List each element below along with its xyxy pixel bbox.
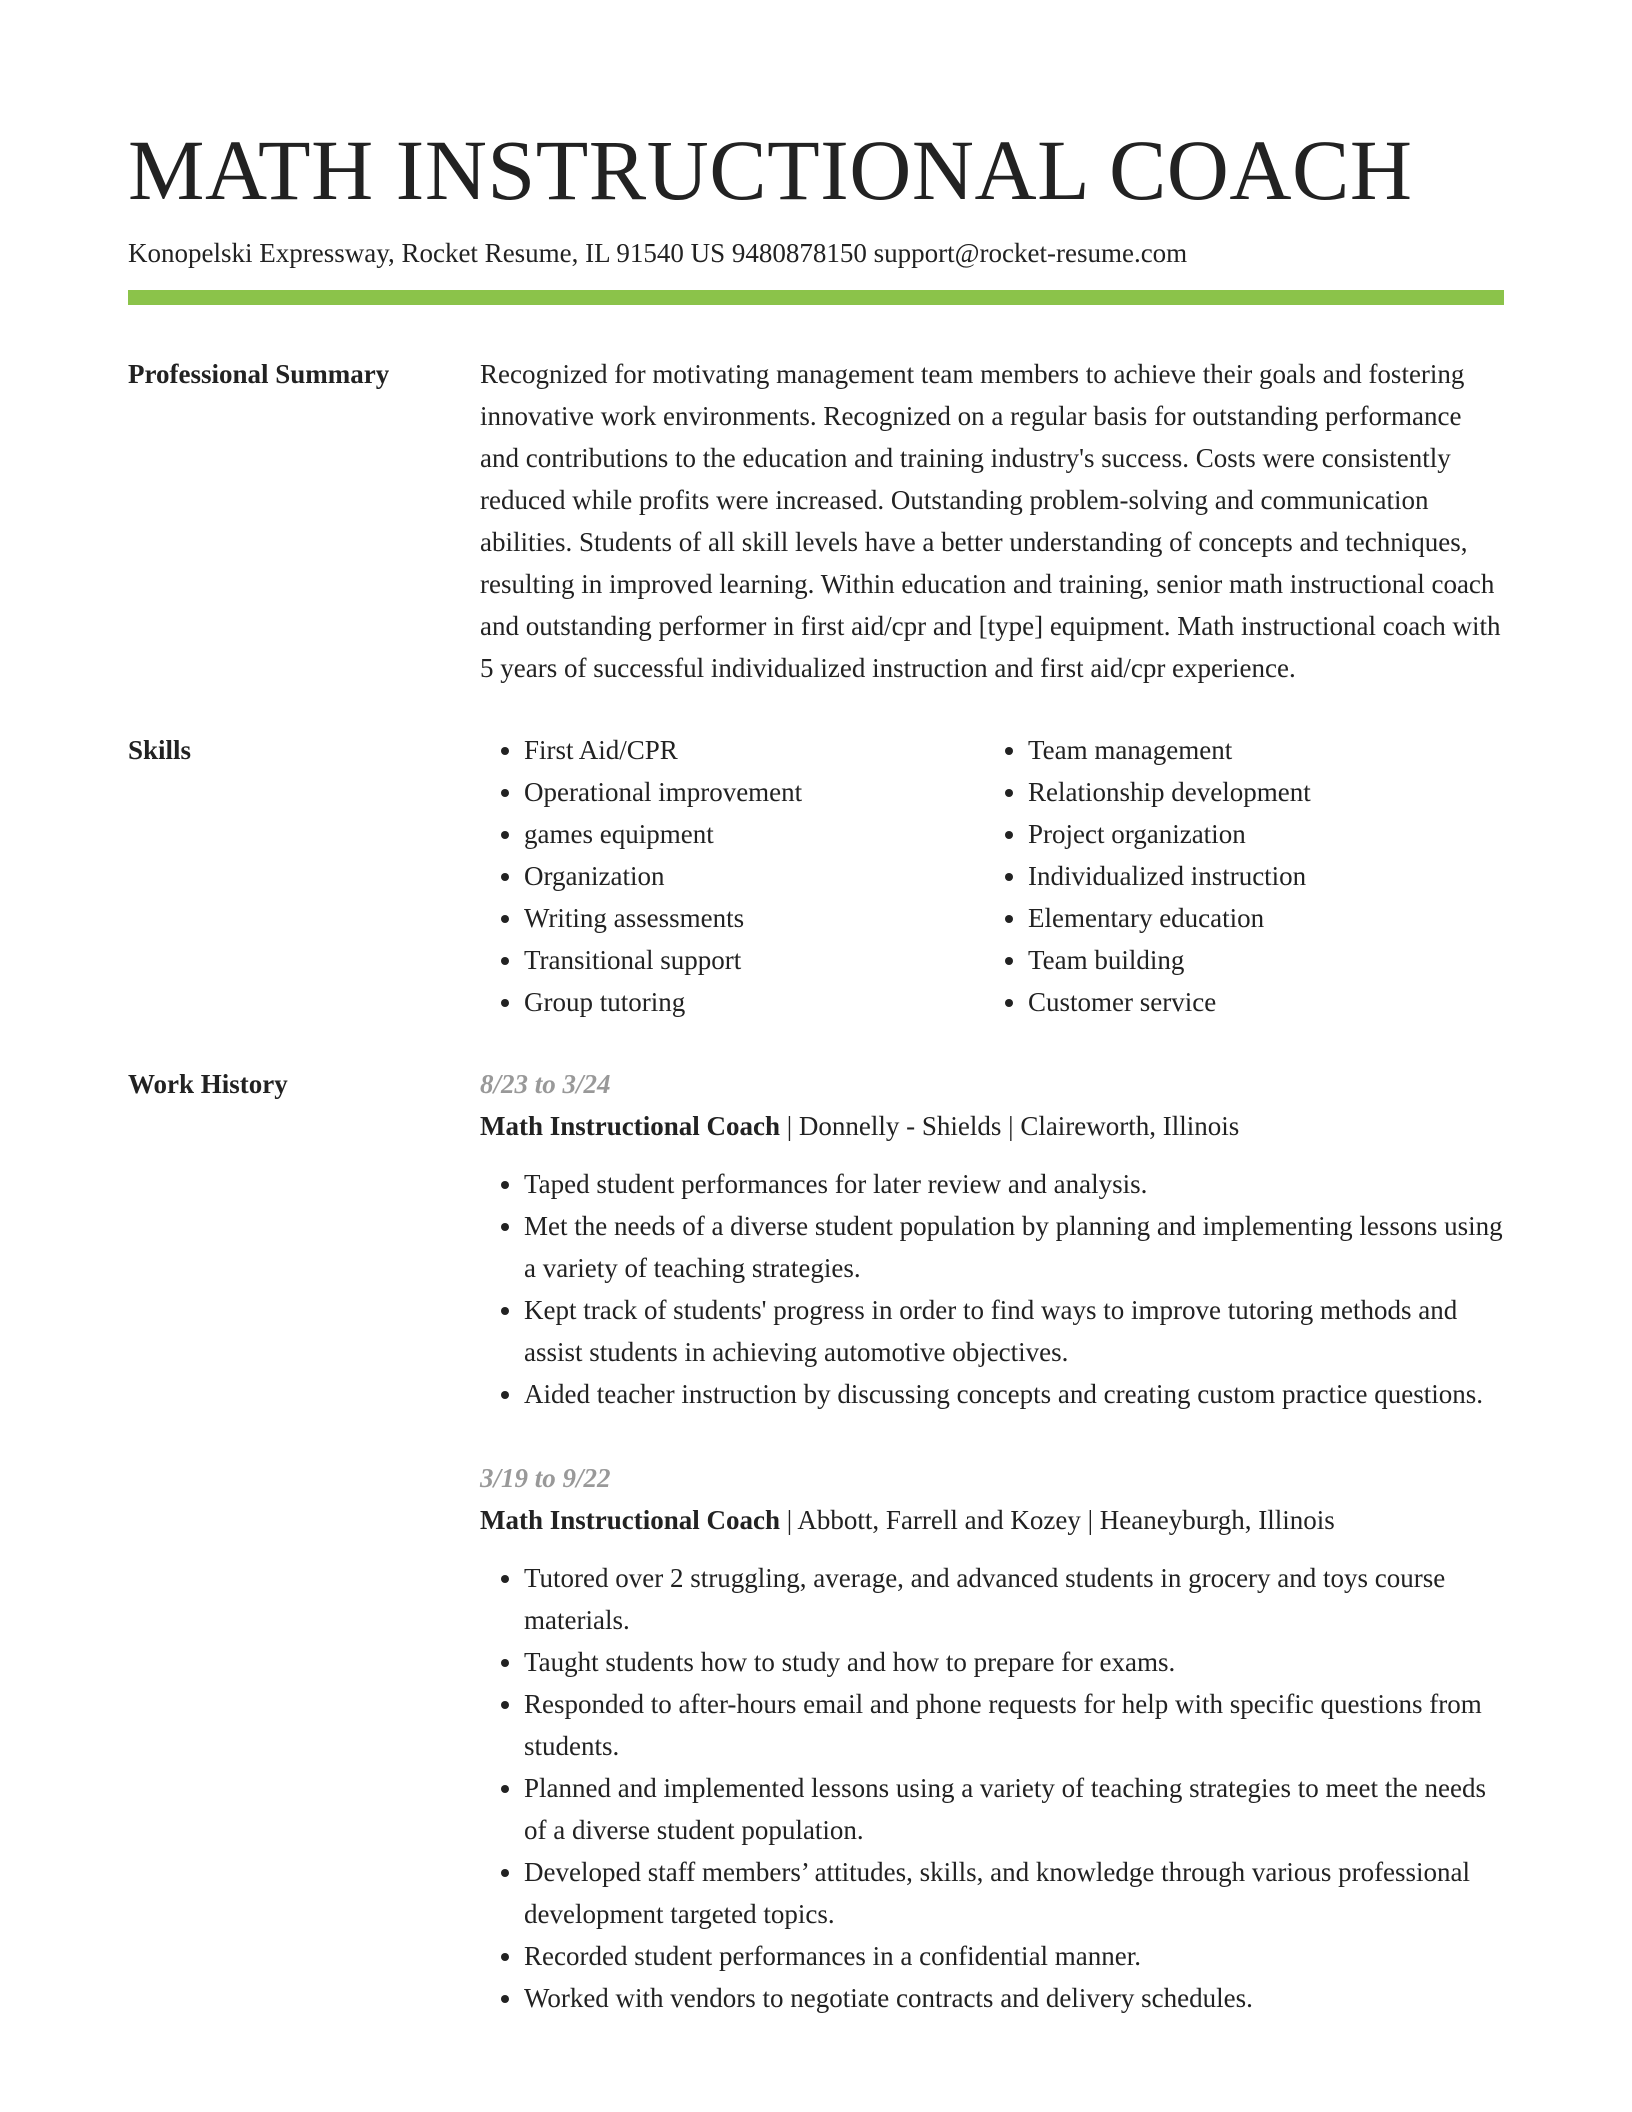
job-employer-location: | Donnelly - Shields | Claireworth, Illinois <box>780 1111 1240 1141</box>
job-entry <box>480 1457 1504 2019</box>
work-history-section <box>128 1063 1504 2019</box>
resume-page <box>128 120 1504 2019</box>
job-bullets <box>480 1163 1504 1415</box>
summary-section <box>128 353 1504 689</box>
summary-text: Recognized for motivating management team members to achieve their goals and fostering innovative work environments. Recognized on a regular basis for outstanding performance and contributions to the education and training industry's success. Costs were consistently reduced while profits were increased. Outstanding problem-solving and communication abilities. Students of all skill levels have a better understanding of concepts and techniques, resulting in improved learning. Within education and training, senior math instructional coach and outstanding performer in first aid/cpr and [type] equipment. Math instructional coach with 5 years of successful individualized instruction and first aid/cpr experience. <box>480 359 1501 683</box>
skill-item: • Relationship development <box>1028 771 1488 813</box>
job-bullet: • Met the needs of a diverse student population by planning and implementing lessons using a variety of teaching strategies. <box>524 1205 1504 1289</box>
job-bullet: • Taught students how to study and how to prepare for exams. <box>524 1641 1504 1683</box>
job-dates: 3/19 to 9/22 <box>480 1463 611 1493</box>
job-dates: 8/23 to 3/24 <box>480 1069 611 1099</box>
job-entry <box>480 1063 1504 1415</box>
job-title: Math Instructional Coach <box>480 1111 781 1141</box>
contact-line: Konopelski Expressway, Rocket Resume, IL 91540 US 9480878150 support@rocket-resume.com <box>128 238 1188 268</box>
candidate-name: MATH INSTRUCTIONAL COACH <box>128 122 1413 218</box>
job-employer-location: | Abbott, Farrell and Kozey | Heaneyburgh, Illinois <box>780 1505 1335 1535</box>
job-heading <box>480 1105 1504 1147</box>
job-title: Math Instructional Coach <box>480 1505 781 1535</box>
skill-item: • games equipment <box>524 813 984 855</box>
skills-list-right <box>984 729 1488 1023</box>
header-divider <box>128 290 1504 305</box>
job-bullet: • Worked with vendors to negotiate contracts and delivery schedules. <box>524 1977 1504 2019</box>
skill-item: • Organization <box>524 855 984 897</box>
job-bullet: • Recorded student performances in a confidential manner. <box>524 1935 1504 1977</box>
job-bullet: • Kept track of students' progress in order to find ways to improve tutoring methods and assist students in achieving automotive objectives. <box>524 1289 1504 1373</box>
job-heading <box>480 1499 1504 1541</box>
skills-list-left <box>480 729 984 1023</box>
skills-heading: Skills <box>128 735 192 765</box>
job-bullet: • Responded to after-hours email and phone requests for help with specific questions from students. <box>524 1683 1504 1767</box>
job-bullet: • Aided teacher instruction by discussing concepts and creating custom practice questions. <box>524 1373 1504 1415</box>
work-history-heading: Work History <box>128 1069 288 1099</box>
skill-item: • Project organization <box>1028 813 1488 855</box>
job-bullet: • Developed staff members’ attitudes, skills, and knowledge through various professional development targeted topics. <box>524 1851 1504 1935</box>
job-bullet: • Taped student performances for later review and analysis. <box>524 1163 1504 1205</box>
skill-item: • Team management <box>1028 729 1488 771</box>
job-bullets <box>480 1557 1504 2019</box>
skill-item: • Writing assessments <box>524 897 984 939</box>
skill-item: • Operational improvement <box>524 771 984 813</box>
job-bullet: • Planned and implemented lessons using a variety of teaching strategies to meet the needs of a diverse student population. <box>524 1767 1504 1851</box>
skill-item: • Customer service <box>1028 981 1488 1023</box>
skill-item: • Group tutoring <box>524 981 984 1023</box>
skill-item: • Transitional support <box>524 939 984 981</box>
skills-section <box>128 729 1504 1023</box>
summary-heading: Professional Summary <box>128 359 390 389</box>
skill-item: • Team building <box>1028 939 1488 981</box>
skill-item: • First Aid/CPR <box>524 729 984 771</box>
skill-item: • Individualized instruction <box>1028 855 1488 897</box>
skill-item: • Elementary education <box>1028 897 1488 939</box>
job-bullet: • Tutored over 2 struggling, average, and advanced students in grocery and toys course materials. <box>524 1557 1504 1641</box>
